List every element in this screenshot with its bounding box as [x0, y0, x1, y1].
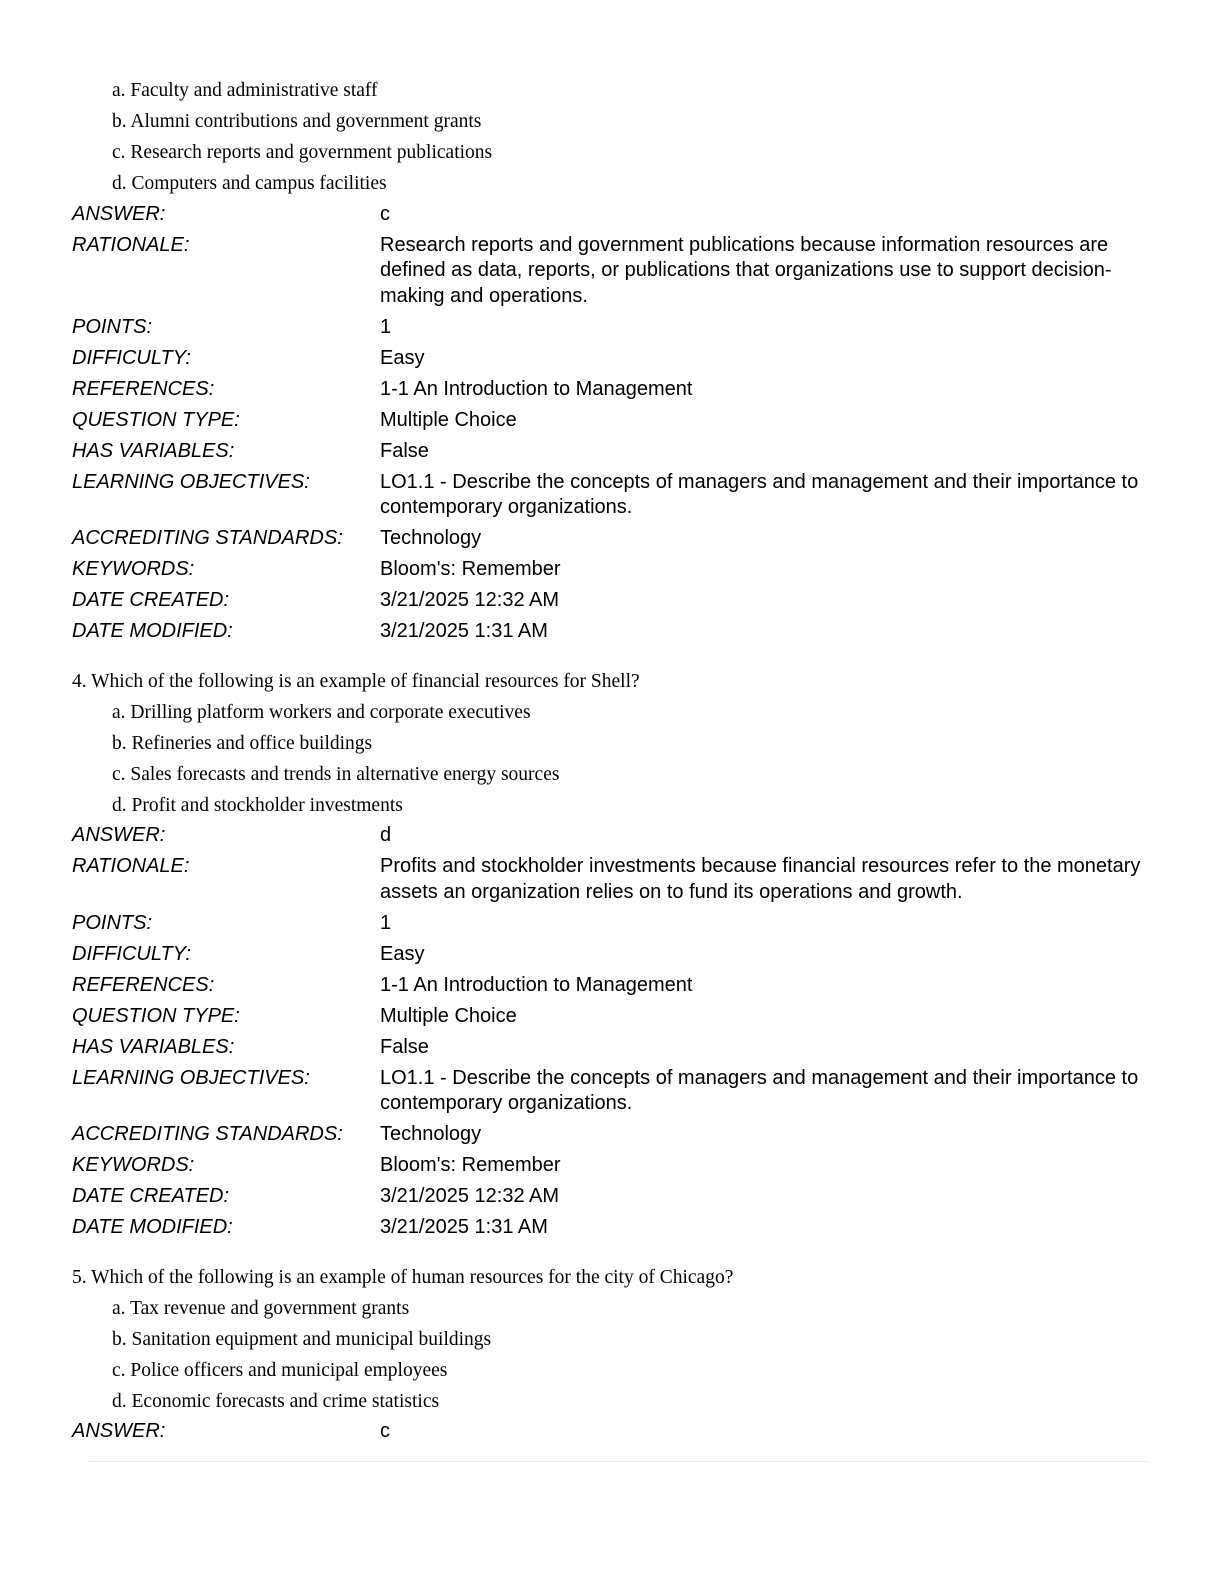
q3-accrediting-standards-row	[72, 524, 1152, 555]
q4-difficulty-row	[72, 939, 1152, 970]
meta-label: ANSWER:	[72, 824, 166, 847]
meta-value: 3/21/2025 12:32 AM	[380, 589, 560, 612]
q4-option-d: d. Profit and stockholder investments	[112, 794, 403, 816]
meta-value: Technology	[380, 527, 482, 550]
q4-has-variables-row	[72, 1032, 1152, 1063]
meta-label: DATE MODIFIED:	[72, 1216, 233, 1239]
q4-option-c: c. Sales forecasts and trends in alternative energy sources	[112, 763, 560, 785]
q4-date-modified-row	[72, 1213, 1152, 1244]
meta-value: 1-1 An Introduction to Management	[380, 377, 693, 400]
q5-option-c: c. Police officers and municipal employees	[112, 1359, 448, 1381]
meta-label: HAS VARIABLES:	[72, 439, 235, 462]
meta-value: Bloom's: Remember	[380, 1154, 561, 1177]
meta-value: LO1.1 - Describe the concepts of managers and management and their importance to contemporary organizations.	[380, 470, 1139, 519]
q3-option-d: d. Computers and campus facilities	[112, 173, 387, 194]
q3-references-row	[72, 374, 1152, 405]
q3-rationale-row	[72, 230, 1152, 312]
meta-label: KEYWORDS:	[72, 558, 195, 581]
meta-label: ACCREDITING STANDARDS:	[72, 1123, 343, 1146]
q5-option-d: d. Economic forecasts and crime statistics	[112, 1390, 440, 1412]
q5-answer-row	[72, 1417, 1152, 1448]
q3-difficulty-row	[72, 343, 1152, 374]
q4-date-created-row	[72, 1182, 1152, 1213]
q4-rationale-row	[72, 852, 1152, 909]
meta-label: DATE CREATED:	[72, 1185, 230, 1208]
q4-metadata	[72, 821, 1152, 1244]
meta-value: 3/21/2025 12:32 AM	[380, 1185, 560, 1208]
q3-question-type-row	[72, 405, 1152, 436]
meta-value: Easy	[380, 942, 425, 965]
q4-keywords-row	[72, 1151, 1152, 1182]
meta-label: POINTS:	[72, 911, 153, 934]
q4-options	[72, 697, 1152, 821]
meta-value: Multiple Choice	[380, 1004, 517, 1027]
q4-points-row	[72, 908, 1152, 939]
q3-date-created-row	[72, 586, 1152, 617]
q4-accrediting-standards-row	[72, 1120, 1152, 1151]
meta-label: REFERENCES:	[72, 973, 215, 996]
q3-answer-row	[72, 199, 1152, 230]
meta-label: RATIONALE:	[72, 855, 190, 878]
q3-metadata	[72, 199, 1152, 648]
meta-label: POINTS:	[72, 315, 153, 338]
document-page	[72, 75, 1152, 1448]
meta-value: Research reports and government publications because information resources are defined as data, reports, or publications that organizations use to support decision-making and operations.	[380, 233, 1112, 307]
q5-metadata	[72, 1417, 1152, 1448]
meta-value: False	[380, 1035, 429, 1058]
meta-value: d	[380, 824, 392, 847]
meta-value: Easy	[380, 346, 425, 369]
meta-value: 3/21/2025 1:31 AM	[380, 620, 548, 643]
q3-option-a: a. Faculty and administrative staff	[112, 80, 378, 101]
q5-options	[72, 1293, 1152, 1417]
meta-label: DIFFICULTY:	[72, 346, 191, 369]
q3-option-b: b. Alumni contributions and government grants	[112, 111, 482, 132]
meta-label: KEYWORDS:	[72, 1154, 195, 1177]
q5-option-b: b. Sanitation equipment and municipal buildings	[112, 1328, 492, 1350]
meta-value: LO1.1 - Describe the concepts of managers and management and their importance to contemporary organizations.	[380, 1066, 1139, 1115]
footer-divider	[88, 1461, 1148, 1462]
meta-label: DIFFICULTY:	[72, 942, 191, 965]
meta-label: QUESTION TYPE:	[72, 1004, 240, 1027]
q4-question-text: 4. Which of the following is an example of financial resources for Shell?	[72, 670, 640, 692]
q5-question-text: 5. Which of the following is an example of human resources for the city of Chicago?	[72, 1266, 734, 1288]
meta-label: ANSWER:	[72, 1420, 166, 1443]
meta-label: ACCREDITING STANDARDS:	[72, 527, 343, 550]
meta-value: False	[380, 439, 429, 462]
q4-answer-row	[72, 821, 1152, 852]
q3-learning-objectives-row	[72, 467, 1152, 524]
meta-label: HAS VARIABLES:	[72, 1035, 235, 1058]
meta-label: QUESTION TYPE:	[72, 408, 240, 431]
q3-options	[72, 75, 1152, 199]
q5-option-a: a. Tax revenue and government grants	[112, 1297, 410, 1319]
meta-value: 1-1 An Introduction to Management	[380, 973, 693, 996]
meta-label: DATE CREATED:	[72, 589, 230, 612]
q4-learning-objectives-row	[72, 1063, 1152, 1120]
meta-value: Profits and stockholder investments because financial resources refer to the monetary assets an organization relies on to fund its operations and growth.	[380, 855, 1141, 903]
meta-label: DATE MODIFIED:	[72, 620, 233, 643]
meta-value: Multiple Choice	[380, 408, 517, 431]
q3-has-variables-row	[72, 436, 1152, 467]
meta-value: 3/21/2025 1:31 AM	[380, 1216, 548, 1239]
meta-value: 1	[380, 315, 392, 338]
q4-question-type-row	[72, 1001, 1152, 1032]
q3-option-c: c. Research reports and government publications	[112, 142, 493, 163]
meta-label: LEARNING OBJECTIVES:	[72, 470, 310, 493]
meta-value: c	[380, 1420, 390, 1443]
q3-keywords-row	[72, 555, 1152, 586]
q4-option-b: b. Refineries and office buildings	[112, 732, 373, 754]
meta-value: c	[380, 202, 390, 225]
meta-label: ANSWER:	[72, 202, 166, 225]
meta-value: Bloom's: Remember	[380, 558, 561, 581]
meta-label: RATIONALE:	[72, 233, 190, 256]
meta-value: 1	[380, 911, 392, 934]
meta-label: LEARNING OBJECTIVES:	[72, 1066, 310, 1089]
q3-date-modified-row	[72, 617, 1152, 648]
q3-points-row	[72, 312, 1152, 343]
meta-label: REFERENCES:	[72, 377, 215, 400]
meta-value: Technology	[380, 1123, 482, 1146]
q4-references-row	[72, 970, 1152, 1001]
q4-option-a: a. Drilling platform workers and corporate executives	[112, 701, 531, 723]
